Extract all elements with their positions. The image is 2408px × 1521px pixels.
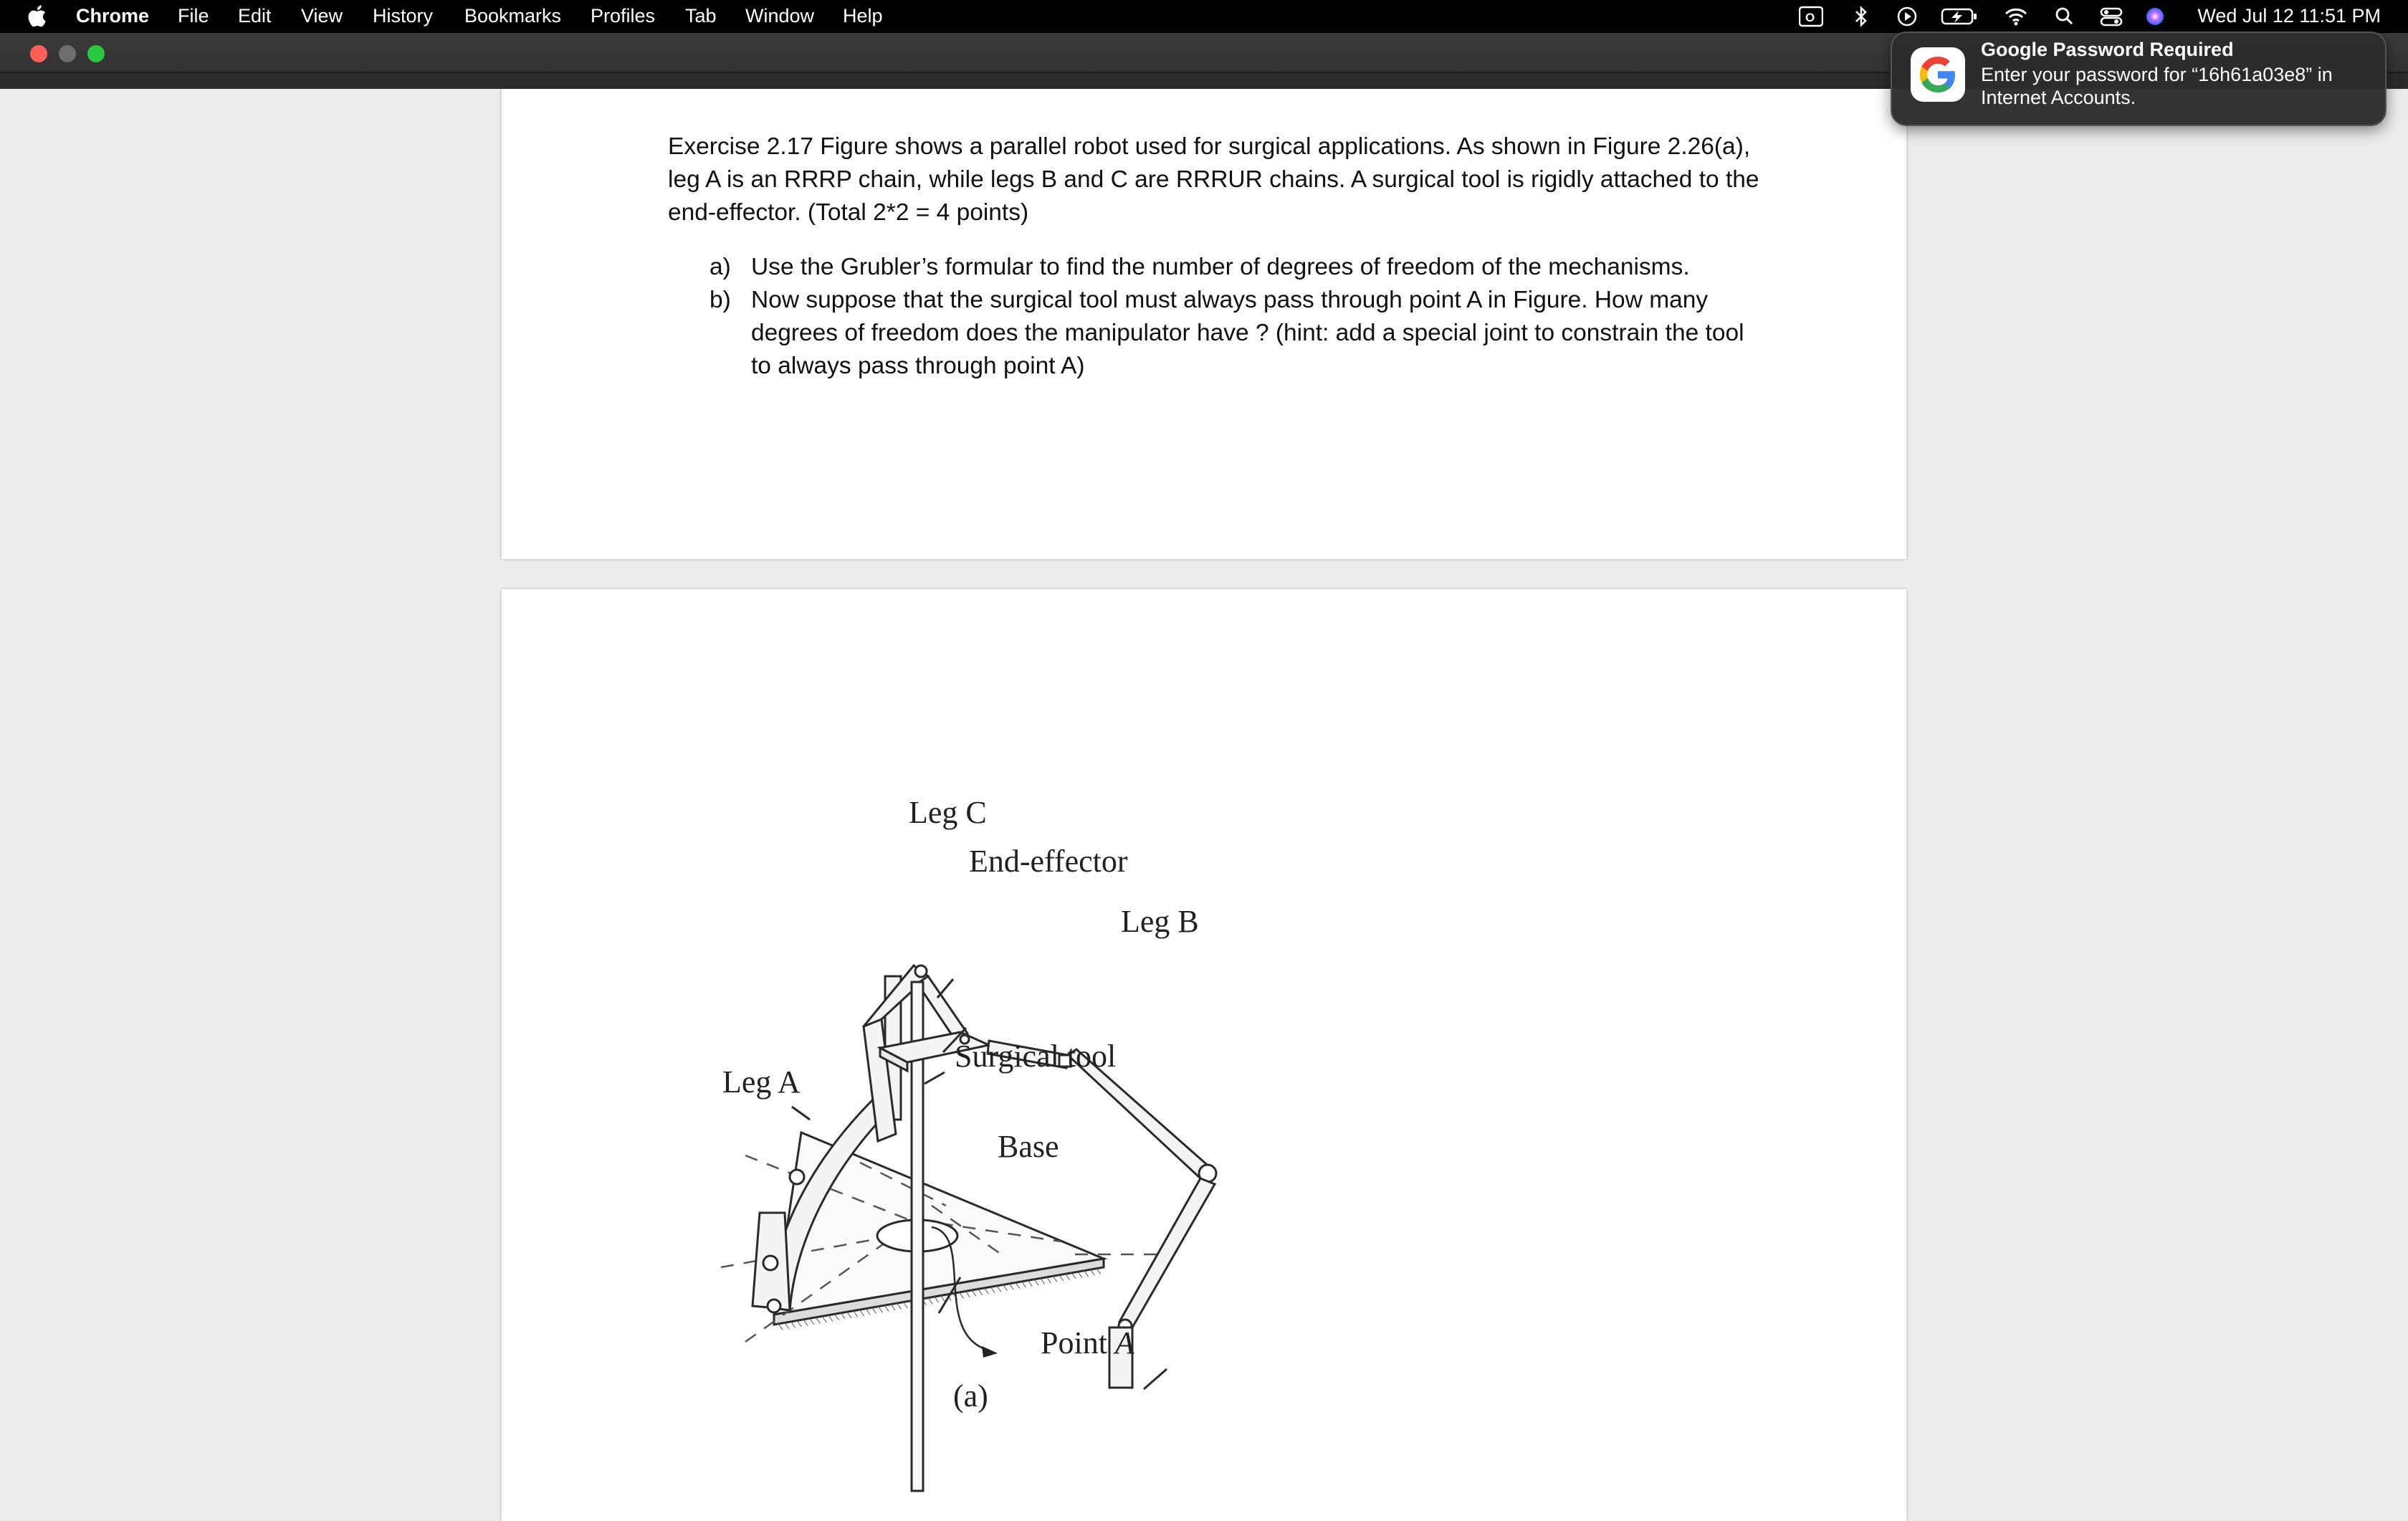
wifi-icon[interactable] xyxy=(2004,6,2028,27)
question-label-a: a) xyxy=(710,254,731,280)
menu-view[interactable]: View xyxy=(301,5,343,27)
question-text-a: Use the Grubler’s formular to find the number of degrees of freedom of the mechanisms. xyxy=(751,254,1690,280)
battery-charging-icon[interactable] xyxy=(1941,6,1978,27)
label-end-effector: End-effector xyxy=(969,844,1128,879)
label-leg-a: Leg A xyxy=(722,1064,801,1100)
play-circle-icon[interactable] xyxy=(1896,6,1918,27)
exercise-paragraph: Exercise 2.17 Figure shows a parallel robot used for surgical applications. As shown in Figure 2.26(a), leg A is an RRRP chain, while legs B and C are RRRUR chains. A surgical tool is rigidly attached to the end-effector. (Total 2*2 = 4 points) xyxy=(668,133,1759,226)
bluetooth-icon[interactable] xyxy=(1853,6,1869,27)
menubar-clock[interactable]: Wed Jul 12 11:51 PM xyxy=(2197,5,2381,27)
menu-help[interactable]: Help xyxy=(843,5,883,27)
window-minimize-button[interactable] xyxy=(59,45,76,62)
spotlight-search-icon[interactable] xyxy=(2054,6,2074,27)
figure-caption: (a) xyxy=(953,1378,988,1413)
menu-edit[interactable]: Edit xyxy=(238,5,272,27)
menu-window[interactable]: Window xyxy=(745,5,815,27)
menu-tab[interactable]: Tab xyxy=(685,5,717,27)
password-notification[interactable] xyxy=(1891,32,2386,126)
menu-bookmarks[interactable]: Bookmarks xyxy=(464,5,562,27)
menu-file[interactable]: File xyxy=(178,5,209,27)
label-leg-c: Leg C xyxy=(909,795,987,830)
window-zoom-button[interactable] xyxy=(87,45,105,62)
label-point-a-prefix: Point xyxy=(1041,1325,1115,1360)
label-point-a-var: A xyxy=(1114,1325,1134,1360)
google-g-icon xyxy=(1911,47,1965,102)
menu-app-chrome[interactable]: Chrome xyxy=(76,5,150,27)
label-point-a xyxy=(1041,1325,1135,1360)
question-label-b: b) xyxy=(710,287,731,313)
question-item-a xyxy=(710,251,1770,284)
robot-figure xyxy=(502,589,1906,1521)
label-surgical-tool: Surgical tool xyxy=(955,1039,1117,1074)
document-page-1 xyxy=(502,89,1906,559)
notification-body: Enter your password for “16h61a03e8” in Internet Accounts. xyxy=(1981,64,2333,108)
label-leg-b: Leg B xyxy=(1121,904,1199,939)
menu-profiles[interactable]: Profiles xyxy=(591,5,656,27)
label-base: Base xyxy=(998,1129,1059,1164)
siri-icon[interactable] xyxy=(2144,6,2166,27)
notification-title: Google Password Required xyxy=(1981,39,2234,60)
svg-text:O: O xyxy=(1805,11,1815,24)
question-item-b xyxy=(710,284,1770,384)
menu-history[interactable]: History xyxy=(373,5,434,27)
control-center-icon[interactable] xyxy=(2100,6,2123,27)
question-text-b: Now suppose that the surgical tool must always pass through point A in Figure. How many degrees of freedom does the manipulator have ? (hint: add a special joint to constrain the tool to always pass through point A) xyxy=(751,287,1744,379)
outlook-icon[interactable] xyxy=(1799,6,1823,27)
window-close-button[interactable] xyxy=(30,45,47,62)
document-page-2 xyxy=(502,589,1906,1521)
menu-bar xyxy=(0,0,2408,33)
apple-logo-icon[interactable] xyxy=(26,4,47,27)
